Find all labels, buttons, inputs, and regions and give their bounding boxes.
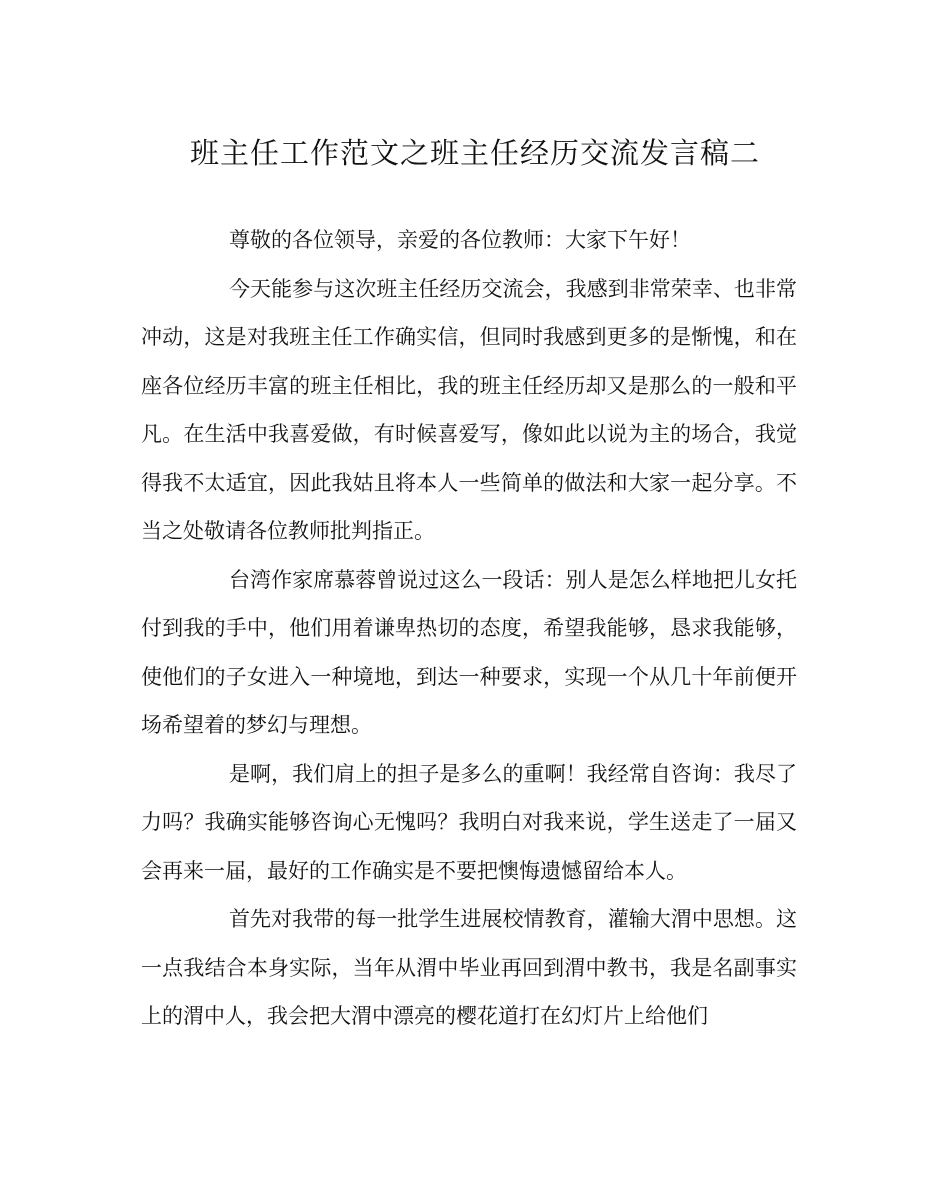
document-title: 班主任工作范文之班主任经历交流发言稿二 xyxy=(189,136,760,170)
paragraph-school-education: 首先对我带的每一批学生进展校情教育，灌输大渭中思想。这一点我结合本身实际，当年从渭中毕业再回到渭中教书，我是名副事实上的渭中人，我会把大渭中漂亮的樱花道打在幻灯片上给他们 xyxy=(141,907,797,1028)
paragraph-reflection: 是啊，我们肩上的担子是多么的重啊！我经常自咨询：我尽了力吗？我确实能够咨询心无愧吗？我明白对我来说，学生送走了一届又会再来一届，最好的工作确实是不要把懊悔遗憾留给本人。 xyxy=(141,761,797,883)
paragraph-greeting: 尊敬的各位领导，亲爱的各位教师：大家下午好！ xyxy=(229,228,691,252)
paragraph-quote: 台湾作家席慕蓉曾说过这么一段话：别人是怎么样地把儿女托付到我的手中，他们用着谦卑热切的态度，希望我能够，恳求我能够，使他们的子女进入一种境地，到达一种要求，实现一个从几十年前便开场希望着的梦幻与理想。 xyxy=(141,567,797,737)
document-body xyxy=(141,216,797,1041)
paragraph-opening: 今天能参与这次班主任经历交流会，我感到非常荣幸、也非常冲动，这是对我班主任工作确实信，但同时我感到更多的是惭愧，和在座各位经历丰富的班主任相比，我的班主任经历却又是那么的一般和平凡。在生活中我喜爱做，有时候喜爱写，像如此以说为主的场合，我觉得我不太适宜，因此我姑且将本人一些简单的做法和大家一起分享。不当之处敬请各位教师批判指正。 xyxy=(141,276,797,543)
